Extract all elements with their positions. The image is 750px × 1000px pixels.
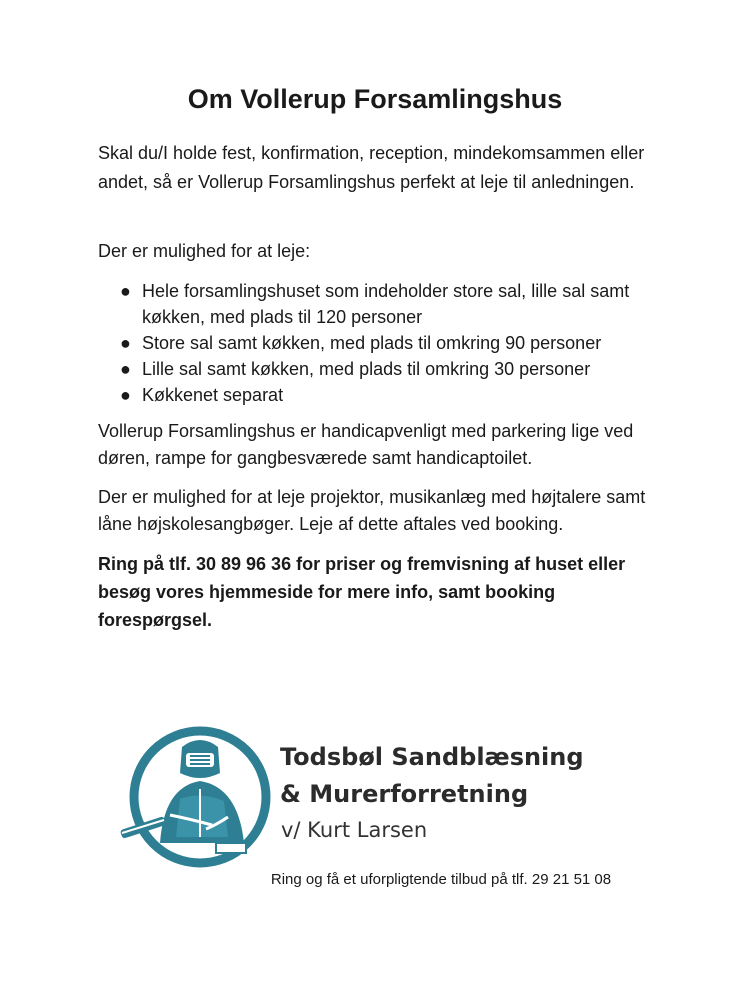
intro-paragraph: Skal du/I holde fest, konfirmation, reception, mindekomsammen eller andet, så er Vollerup Forsamlingshus perfekt at leje til anledningen.: [98, 143, 645, 192]
list-item: ● Køkkenet separat: [98, 382, 663, 408]
bullet-icon: ●: [120, 385, 131, 405]
rental-options-list: [98, 278, 663, 408]
page-title: Om Vollerup Forsamlingshus: [187, 84, 563, 114]
rent-intro: Der er mulighed for at leje:: [98, 241, 311, 261]
extras-paragraph: Der er mulighed for at leje projektor, musikanlæg med højtalere samt låne højskolesangbøger. Leje af dette aftales ved booking.: [98, 487, 646, 534]
accessibility-paragraph: Vollerup Forsamlingshus er handicapvenligt med parkering lige ved døren, rampe for gangbesværede samt handicaptoilet.: [98, 421, 634, 468]
company-name-line1: Todsbøl Sandblæsning: [280, 743, 584, 771]
bullet-icon: ●: [120, 281, 131, 301]
contact-paragraph: Ring på tlf. 30 89 96 36 for priser og fremvisning af huset eller besøg vores hjemmeside for mere info, samt booking forespørgsel.: [98, 554, 626, 630]
company-call-to-action: Ring og få et uforpligtende tilbud på tlf. 29 21 51 08: [270, 871, 612, 888]
company-owner: v/ Kurt Larsen: [281, 818, 428, 842]
document-body: [98, 139, 663, 634]
sponsor-ad: [120, 725, 640, 885]
company-name-line2: & Murerforretning: [280, 780, 529, 808]
list-item: ● Store sal samt køkken, med plads til omkring 90 personer: [98, 330, 663, 356]
list-item: ● Lille sal samt køkken, med plads til omkring 30 personer: [98, 356, 663, 382]
bullet-icon: ●: [120, 359, 131, 379]
bullet-icon: ●: [120, 333, 131, 353]
sandblaster-worker-icon: [120, 725, 280, 875]
list-item: ● Hele forsamlingshuset som indeholder store sal, lille sal samt køkken, med plads til 120 personer: [98, 278, 663, 330]
